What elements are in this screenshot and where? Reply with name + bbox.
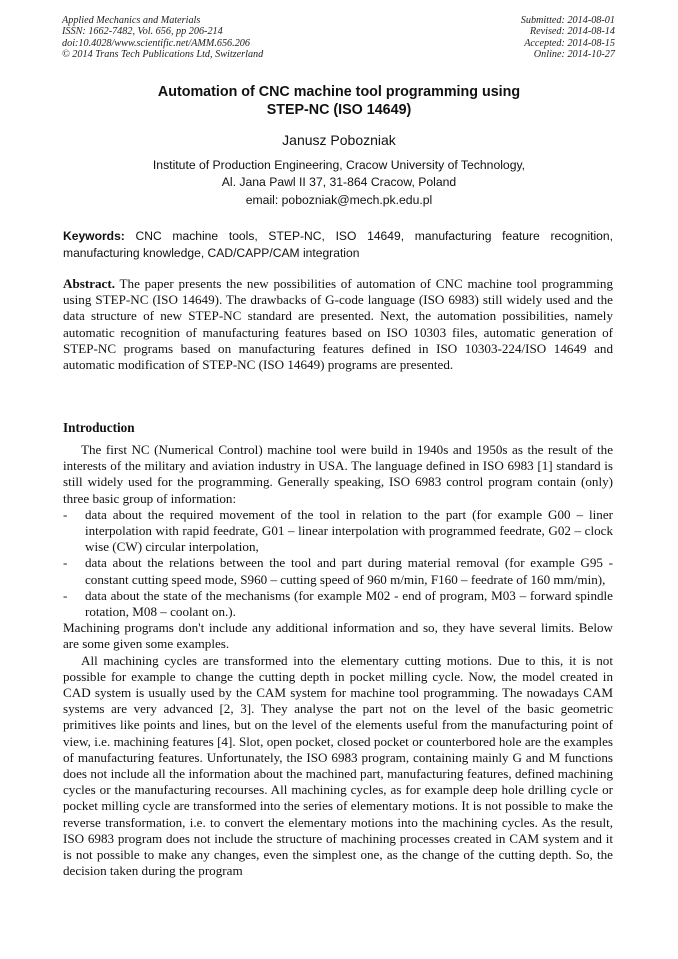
intro-paragraph-1: The first NC (Numerical Control) machine tool were build in 1940s and 1950s as the result of the interests of the military and aviation industry in USA. The language defined in ISO 6983 [1] standard is still widely used for the programming. Generally speaking, ISO 6983 control program contain (only) three basic group of information: (63, 442, 613, 506)
bullet-marker: - (63, 506, 68, 522)
date-header (521, 15, 615, 61)
bullet-text: data about the state of the mechanisms (for example M02 - end of program, M03 – forward spindle rotation, M08 – coolant on.). (85, 587, 613, 620)
affiliation (0, 157, 678, 191)
keywords-block (63, 228, 613, 261)
title-line-2: STEP-NC (ISO 14649) (266, 102, 412, 118)
journal-name: Applied Mechanics and Materials (62, 15, 201, 26)
bullet-text: data about the relations between the tool and part during material removal (for example G95 - constant cutting speed mode, S960 – cutting speed of 960 m/min, F160 – feedrate of 160 mm/min), (85, 555, 613, 587)
keywords-text: CNC machine tools, STEP-NC, ISO 14649, manufacturing feature recognition, manufacturing knowledge, CAD/CAPP/CAM integration (63, 229, 613, 260)
intro-paragraph-2: Machining programs don't include any additional information and so, they have several limits. Below are some given some examples. (63, 620, 613, 652)
date-submitted: Submitted: 2014-08-01 (520, 15, 615, 26)
list-item (63, 555, 613, 587)
list-item (63, 507, 613, 556)
author-name: Janusz Pobozniak (282, 132, 396, 148)
paper-title (0, 83, 678, 119)
introduction-heading: Introduction (63, 420, 135, 435)
abstract-block (63, 276, 613, 373)
keywords-label: Keywords: (63, 229, 125, 243)
affiliation-line-1: Institute of Production Engineering, Cracow University of Technology, (152, 158, 526, 172)
journal-issn: ISSN: 1662-7482, Vol. 656, pp 206-214 (62, 26, 223, 38)
intro-bullet-list (63, 507, 613, 620)
list-item (63, 588, 613, 620)
date-revised: Revised: 2014-08-14 (529, 26, 615, 38)
author-email: email: pobozniak@mech.pk.edu.pl (245, 193, 433, 207)
introduction-body (63, 442, 613, 879)
journal-copyright: © 2014 Trans Tech Publications Ltd, Switzerland (62, 49, 264, 61)
bullet-text: data about the required movement of the tool in relation to the part (for example G00 – liner interpolation with rapid feedrate, G01 – linear interpolation with programmed feedrate, G02 – clock wise (CW) circular interpolation, (85, 506, 613, 555)
affiliation-line-2: Al. Jana Pawl II 37, 31-864 Cracow, Poland (221, 175, 457, 189)
abstract-label: Abstract. (63, 276, 115, 291)
intro-paragraph-3: All machining cycles are transformed into the elementary cutting motions. Due to this, it is not possible for example to change the cutting depth in pocket milling cycle. Now, the model created in CAD system is usually used by the CAM system for machine tool programming. The nowadays CAM systems are very advanced [2, 3]. They analyse the part not on the level of the basic geometric primitives like points and lines, but on the level of the elements useful from the manufacturing point of view, i.e. machining features [4]. Slot, open pocket, closed pocket or counterbored hole are the examples of manufacturing features. Unfortunately, the ISO 6983 program, containing mainly G and M functions does not include all the information about the machined part, manufacturing features, defined machining cycles or the manufacturing recourses. All machining cycles, as for example deep hole drilling cycle or pocket milling cycle are transformed into the series of elementary motions. It is not possible to make the reverse transformation, i.e. to convert the elementary motions into the machining cycles. As the result, ISO 6983 program does not include the structure of machining processes created in CAM system and it is not possible to make any changes, even the simplest one, as the change of the cutting depth. So, the decision taken during the program (63, 652, 613, 879)
bullet-marker: - (63, 555, 68, 571)
title-line-1: Automation of CNC machine tool programming using (157, 84, 521, 100)
abstract-text: The paper presents the new possibilities of automation of CNC machine tool programming using STEP-NC (ISO 14649). The drawbacks of G-code language (ISO 6983) still widely used and the data structure of new STEP-NC standard are presented. Next, the automation possibilities, namely automatic recognition of manufacturing features based on ISO 10303 files, automatic generation of STEP-NC programs based on manufacturing features defined in ISO 10303-224/ISO 14649 and automatic modification of STEP-NC (ISO 14649) programs are presented. (63, 276, 613, 373)
bullet-marker: - (63, 587, 68, 603)
date-accepted: Accepted: 2014-08-15 (524, 37, 615, 49)
journal-doi: doi:10.4028/www.scientific.net/AMM.656.206 (62, 37, 250, 49)
journal-header (62, 15, 263, 61)
date-online: Online: 2014-10-27 (533, 49, 615, 61)
